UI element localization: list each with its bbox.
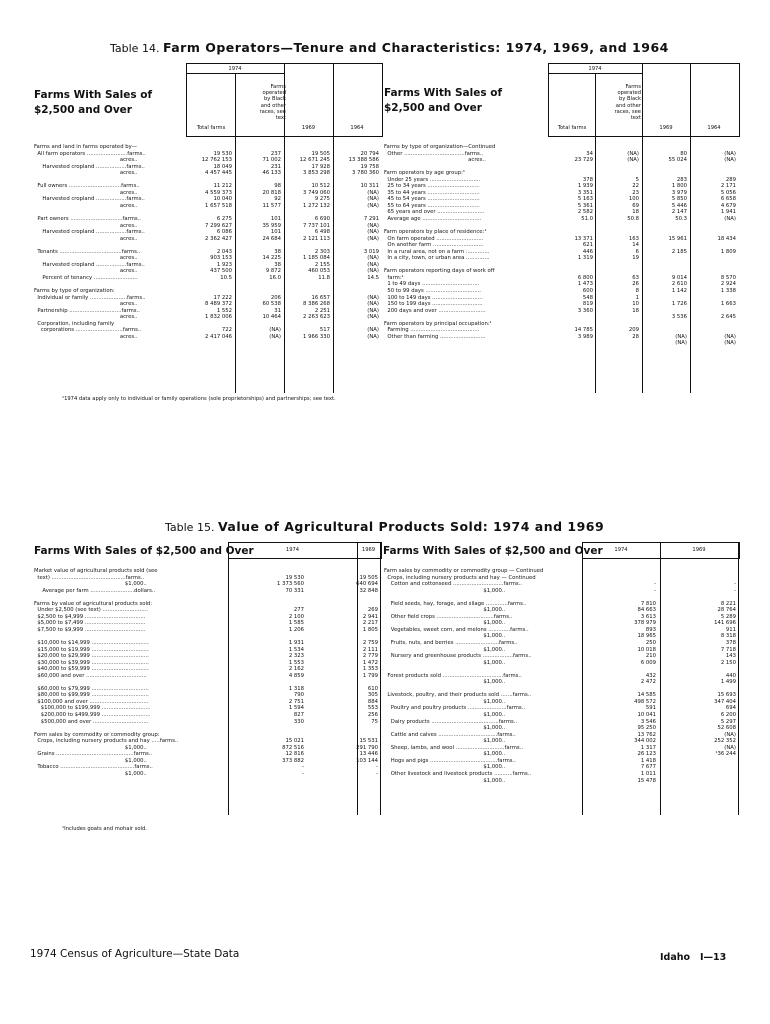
table15-left-hdr-1969: 1969: [361, 547, 376, 553]
table15-footnote: ¹Includes goats and mohair sold.: [62, 826, 147, 832]
table14-left-total-col: 19 530 12 762 153 18 049 4 457 445 11 212 4 559 373 10 040 1 657 518 6 275 7 299 627 6 086 2 362 427 2 043 903 153 1 923 437 500 10.5 17 222 8 489 372 1 552 1 832 006 722 2 417 046: [201, 150, 232, 340]
table14-left-1969-col: 19 505 12 671 245 17 928 3 853 298 10 512 3 749 060 9 275 1 272 132 6 690 7 737 101 6 498 2 121 113 2 303 1 185 084 2 155 460 053 11.8 16 657 8 386 268 2 251 2 263 623 517 1 966 330: [299, 150, 330, 340]
table14-right-hdr-1969: 1969: [659, 125, 673, 131]
table14-right-labels: Farms by type of organization—Continued Other ....................................farms.. acres.. Farm operators by age group:¹ Under 25 years .............................. 25 to 34 years ............................... 35 to 44 years ............................... 45 to 54 years ............................... 55 to 64 years ............................... 65 years and over ............................ Average age ................................... Farm operators by place of residence:¹ On farm operated ............................ On another farm .............................. In a rural area, not on a farm .............. In a city, town, or urban area .............. Farm operators reporting days of work off farm:¹ 1 to 49 days .................................. 50 to 99 days ................................. 100 to 149 days .............................. 150 to 199 days .............................. 200 days and over ............................ Farm operators by principal occupation:¹ Farming ......................................... Other than farming ...........................: [384, 144, 496, 340]
divider: [228, 557, 229, 815]
table15-right-hdr-1969: 1969: [692, 547, 706, 553]
table15-left-1969-col: 19 505 640 694 32 848 269 2 941 2 217 1 805 2 759 2 111 2 779 1 472 1 353 1 799 610 305 884 553 256 75 15 531 291 790 13 446 103 144 - -: [356, 574, 378, 777]
table14-left-hdr-total: Total farms: [196, 125, 226, 131]
table14-right-hdr-total: Total farms: [557, 125, 587, 131]
table14-right-hdr-1964: 1964: [707, 125, 721, 131]
table14-right-1964-col: (NA) (NA) 289 2 171 5 056 6 658 4 679 1 941 (NA) 18 434 1 809 8 570 2 924 1 338 1 663 2 645 (NA) (NA): [717, 150, 736, 347]
table14-footnote: ¹1974 data apply only to individual or family operations (sole proprietorships) and partnerships; see text.: [62, 396, 336, 402]
table14-number: Table 14.: [110, 42, 160, 55]
table14-left-hdr-1974: 1974: [228, 66, 242, 72]
page-footer-left: 1974 Census of Agriculture—State Data: [30, 948, 240, 960]
table14-right-hdr-black: Farms operated by Black and other races, see text: [614, 84, 641, 122]
divider: [582, 557, 583, 815]
table14-section-left: Farms With Sales of $2,500 and Over: [34, 89, 153, 116]
table14-right-black-col: (NA) (NA) 5 22 23 100 69 18 50.8 163 14 6 19 63 26 8 1 10 18 209 28: [627, 150, 639, 340]
page-footer-right: Idaho I—13: [660, 952, 727, 963]
table15-right-hdr-1974: 1974: [614, 547, 628, 553]
divider: [738, 542, 739, 815]
table15-number: Table 15.: [165, 521, 215, 534]
table14-left-1964-col: 20 794 13 388 586 19 758 3 780 360 10 311 (NA) (NA) (NA) 7 291 (NA) (NA) (NA) 3 019 (NA) (NA) (NA) 14.5 (NA) (NA) (NA) (NA) (NA) (NA): [348, 150, 379, 340]
table14-title-text: Farm Operators—Tenure and Characteristics: 1974, 1969, and 1964: [162, 40, 669, 55]
table14-left-black-col: 237 71 002 231 46 133 98 20 818 92 11 577 101 35 959 101 24 684 38 14 225 38 9 872 16.0 206 60 538 31 10 464 (NA) (NA): [262, 150, 281, 340]
table15-section-left: Farms With Sales of $2,500 and Over: [34, 545, 254, 557]
table15-title: [165, 519, 604, 534]
table14-left-hdr-1969: 1969: [301, 125, 316, 131]
table14-section-right: Farms With Sales of $2,500 and Over: [384, 87, 503, 114]
table15-left-hdr-1974: 1974: [285, 547, 300, 553]
divider: [380, 542, 381, 815]
table15-right-labels: Farm sales by commodity or commodity group — Continued Crops, including nursery products and hay — Continued Cotton and cottonseed ..............................farms.. $1,000.. Field seeds, hay, forage, and silage .............farms.. $1,000.. Other field crops ..................................farms.. $1,000.. Vegetables, sweet corn, and melons .............farms.. $1,000.. Fruits, nuts, and berries ..........................farms.. $1,000.. Nursery and greenhouse products ..................farms.. $1,000.. Forest products sold ....................................farms.. $1,000.. Livestock, poultry, and their products sold .......farms.. $1,000.. Poultry and poultry products .......................farms.. $1,000.. Dairy products ........................................farms.. $1,000.. Cattle and calves ...................................farms.. $1,000.. Sheep, lambs, and wool .............................farms.. $1,000.. Hogs and pigs ........................................farms.. $1,000.. Other livestock and livestock products ...........farms.. $1,000..: [384, 568, 544, 784]
table15-left-1974-col: 19 530 1 373 560 70 331 277 2 100 1 585 1 206 1 931 1 534 2 323 1 553 2 162 4 859 1 318 790 2 751 1 594 827 330 15 021 872 516 12 816 373 882 - -: [277, 574, 304, 777]
table14-left-hdr-1964: 1964: [350, 125, 364, 131]
table14-right-hdr-1974: 1974: [588, 66, 602, 72]
divider: [660, 542, 661, 815]
table15-title-text: Value of Agricultural Products Sold: 1974 and 1969: [217, 519, 605, 534]
table14-right-total-col: 34 23 729 378 1 939 3 351 5 163 5 361 2 582 51.0 13 371 621 446 1 319 6 800 1 473 600 548 819 3 360 14 785 3 989: [574, 150, 593, 340]
table14-title: [110, 40, 669, 55]
table14-left-labels: Farms and land in farms operated by— All farm operators ........................farms.. acres.. Harvested cropland ..................farms.. acres.. Full owners ...............................farms.. acres.. Harvested cropland ..................farms.. acres.. Part owners ...............................farms.. acres.. Harvested cropland ..................farms.. acres.. Tenants .....................................farms.. acres.. Harvested cropland ..................farms.. acres.. Percent of tenancy .......................... Farms by type of organization: Individual or family ......................farms.. acres.. Partnership ...............................farms.. acres.. Corporation, including family corporations ............................farms.. acres..: [34, 144, 146, 340]
table14-left-hdr-black: Farms operated by Black and other races, see text: [259, 84, 286, 122]
table15-right-1969-col: - - 8 221 28 764 5 289 141 696 911 8 318 378 7 718 143 2 150 440 1 499 15 693 347 404 694 6 200 5 297 52 608 (NA) 252 352 (NA) ¹36 244: [714, 581, 736, 758]
table14-right-1969-col: 80 55 024 283 1 800 3 979 5 850 5 446 2 147 50.3 15 961 2 185 9 014 2 610 1 142 1 726 3 536 (NA) (NA): [668, 150, 687, 347]
table15-section-right: Farms With Sales of $2,500 and Over: [383, 545, 603, 557]
table15-left-labels: Market value of agricultural products sold (see text) ............................................farms.. $1,000.. Average per farm ..........................dollars.. Farms by value of agricultural products sold: Under $2,500 (see text) ........................... $2,500 to $4,999 .................................... $5,000 to $7,499 .................................... $7,500 to $9,999 .................................... $10,000 to $14,999 .................................. $15,000 to $19,999 .................................. $20,000 to $29,999 .................................. $30,000 to $39,999 .................................. $40,000 to $59,999 .................................. $60,000 and over .................................... $60,000 to $79,999 .................................. $80,000 to $99,999 .................................. $100,000 and over ................................... $100,000 to $199,999 ............................. $200,000 to $499,999 ............................. $500,000 and over ................................. Form sales by commodity or commodity group: Crops, including nursery products and hay .....farms.. $1,000.. Grains ..............................................farms.. $1,000.. Tobacco ............................................farms.. $1,000..: [34, 568, 179, 777]
table15-right-1974-col: - - 7 810 84 663 3 613 378 979 893 18 965 250 10 018 210 6 009 432 2 472 14 585 498 572 591 10 041 3 546 95 250 13 762 344 002 1 317 26 123 1 418 7 677 1 011 15 478: [634, 581, 656, 784]
